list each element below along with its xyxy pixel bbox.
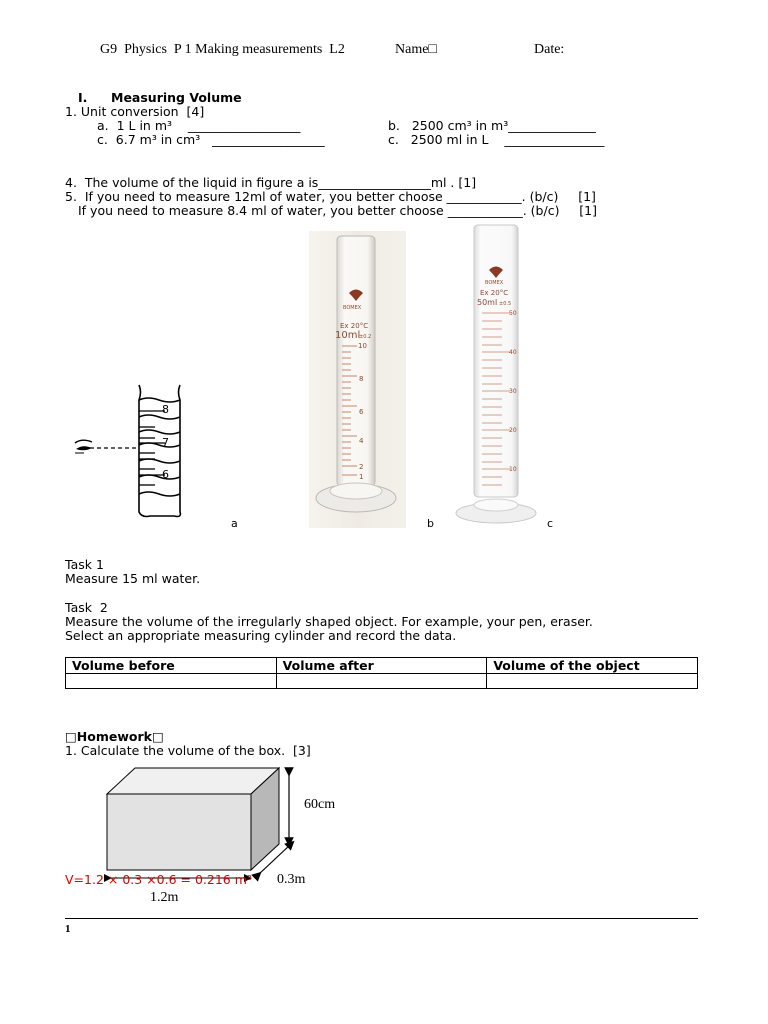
width-label: 1.2m xyxy=(150,890,179,905)
homework-question-1: 1. Calculate the volume of the box. [3] xyxy=(65,743,311,758)
question-1: 1. Unit conversion [4] xyxy=(65,104,205,119)
figure-b-label: b xyxy=(427,517,434,530)
task-2-title: Task 2 xyxy=(65,600,108,615)
figure-c-photo xyxy=(452,221,540,528)
fig-b-temp: Ex 20°C xyxy=(340,322,369,330)
cell-volume-object[interactable] xyxy=(487,674,698,689)
task-2-line-2: Select an appropriate measuring cylinder and record the data. xyxy=(65,628,457,643)
worksheet-title: G9 Physics P 1 Making measurements L2 xyxy=(100,42,345,57)
fig-c-tick-10: 10 xyxy=(509,466,517,473)
figure-a-cylinder-drawing xyxy=(70,380,190,520)
header-volume-before: Volume before xyxy=(66,658,277,674)
figure-c-label: c xyxy=(547,517,554,530)
volume-record-table xyxy=(65,657,698,689)
fig-b-tick-6: 6 xyxy=(359,408,364,416)
height-label: 60cm xyxy=(304,797,336,812)
fig-b-tick-4: 4 xyxy=(359,437,364,445)
fig-a-tick-8: 8 xyxy=(162,403,169,416)
fig-c-temp: Ex 20°C xyxy=(480,289,509,297)
task-2-line-1: Measure the volume of the irregularly shaped object. For example, your pen, eraser. xyxy=(65,614,593,629)
question-4: 4. The volume of the liquid in figure a is__________________ml . [1] xyxy=(65,175,477,190)
table-header-row xyxy=(66,658,698,674)
figure-b-photo xyxy=(309,231,406,528)
fig-b-tick-2: 2 xyxy=(359,463,364,471)
fig-a-tick-6: 6 xyxy=(162,468,169,481)
fig-b-tick-1: 1 xyxy=(359,473,364,481)
name-label: Name□ xyxy=(395,42,437,57)
task-1-title: Task 1 xyxy=(65,557,104,572)
fig-b-tolerance: ±0.2 xyxy=(359,334,372,340)
homework-answer: V=1.2 × 0.3 ×0.6 = 0.216 m³ xyxy=(65,872,252,887)
question-1a: a. 1 L in m³ __________________ xyxy=(97,118,301,133)
header-volume-object: Volume of the object xyxy=(487,658,698,674)
fig-c-tolerance: ±0.5 xyxy=(499,301,512,307)
fig-c-tick-20: 20 xyxy=(509,427,517,434)
question-1d: c. 2500 ml in L ________________ xyxy=(388,132,605,147)
task-1-body: Measure 15 ml water. xyxy=(65,571,201,586)
fig-b-tick-8: 8 xyxy=(359,375,364,383)
fig-b-brand: BOMEX xyxy=(343,305,362,311)
header-volume-after: Volume after xyxy=(276,658,487,674)
question-1c: c. 6.7 m³ in cm³ __________________ xyxy=(97,132,325,147)
fig-a-tick-7: 7 xyxy=(162,436,169,449)
page-number: 1 xyxy=(65,923,71,935)
question-5b: If you need to measure 8.4 ml of water, you better choose ____________. (b/c) [1] xyxy=(78,203,598,218)
eye-icon xyxy=(75,440,92,453)
section-title: Measuring Volume xyxy=(111,90,242,105)
fig-c-tick-40: 40 xyxy=(509,349,517,356)
fig-c-tick-50: 50 xyxy=(509,310,517,317)
table-row xyxy=(66,674,698,689)
figure-a-label: a xyxy=(231,517,238,530)
depth-label: 0.3m xyxy=(277,872,306,887)
fig-b-capacity: 10ml xyxy=(335,330,361,341)
section-number: I. xyxy=(78,90,88,105)
fig-c-brand: BOMEX xyxy=(485,280,504,286)
cell-volume-before[interactable] xyxy=(66,674,277,689)
homework-title: □Homework□ xyxy=(65,729,164,744)
question-1b: b. 2500 cm³ in m³______________ xyxy=(388,118,596,133)
footer-divider xyxy=(65,918,698,919)
question-5a: 5. If you need to measure 12ml of water, you better choose ____________. (b/c) [1] xyxy=(65,189,596,204)
date-label: Date: xyxy=(534,42,565,57)
fig-b-tick-10: 10 xyxy=(358,342,367,350)
fig-c-capacity: 50ml xyxy=(477,298,498,307)
fig-c-tick-30: 30 xyxy=(509,388,517,395)
cell-volume-after[interactable] xyxy=(276,674,487,689)
